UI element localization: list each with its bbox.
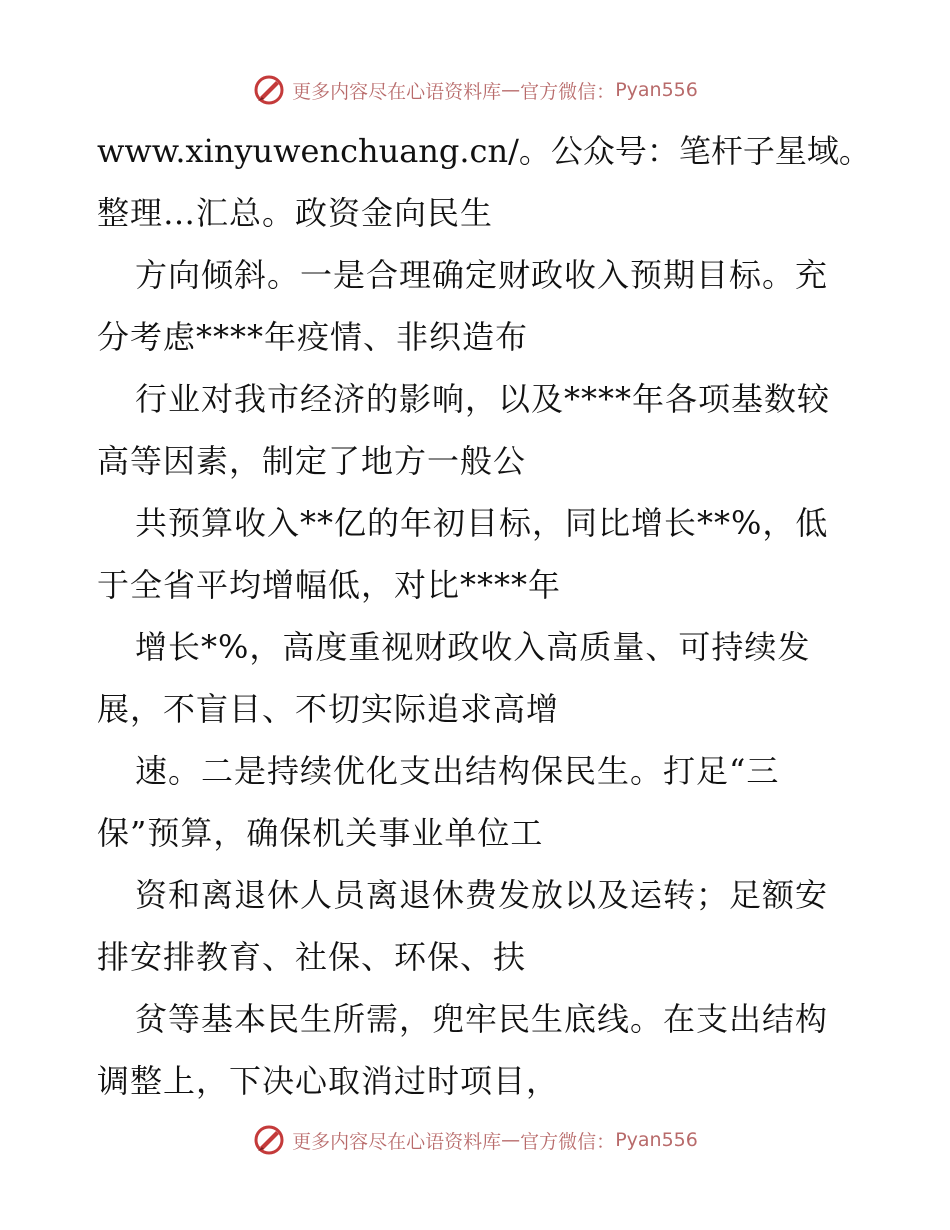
body-line: 于全省平均增幅低，对比****年	[97, 566, 562, 604]
watermark-text: 更多内容尽在心语资料库	[292, 1130, 502, 1153]
body-line: 贫等基本民生所需，兜牢民生底线。在支出结构	[135, 1000, 829, 1038]
watermark-wechat-account: Pyan556	[615, 1129, 698, 1151]
body-line: 资和离退休人员离退休费发放以及运转；足额安	[135, 876, 829, 914]
body-line: 排安排教育、社保、环保、扶	[97, 938, 527, 976]
header-watermark	[0, 70, 950, 110]
body-line: www.xinyuwenchuang.cn/。公众号：笔杆子星域。	[97, 132, 871, 170]
watermark-wechat-account: Pyan556	[615, 79, 698, 101]
watermark-separator: —	[501, 79, 521, 101]
body-line: 展，不盲目、不切实际追求高增	[97, 690, 560, 728]
body-line: 方向倾斜。一是合理确定财政收入预期目标。充	[135, 256, 829, 294]
watermark-text: 更多内容尽在心语资料库	[292, 80, 502, 103]
body-line: 分考虑****年疫情、非织造布	[97, 318, 529, 356]
body-line: 行业对我市经济的影响，以及****年各项基数较	[135, 380, 831, 418]
footer-watermark	[0, 1120, 950, 1160]
body-line: 增长*%，高度重视财政收入高质量、可持续发	[135, 628, 811, 666]
watermark-wechat-label: 官方微信：	[520, 1130, 616, 1153]
body-line: 整理…汇总。政资金向民生	[97, 194, 494, 232]
body-line: 速。二是持续优化支出结构保民生。打足“三	[135, 752, 780, 790]
body-line: 保”预算，确保机关事业单位工	[97, 814, 544, 852]
watermark-wechat-label: 官方微信：	[520, 80, 616, 103]
body-line: 共预算收入**亿的年初目标，同比增长**%，低	[135, 504, 829, 542]
red-brush-circle-logo-icon	[252, 73, 286, 107]
watermark-separator: —	[501, 1129, 521, 1151]
document-body	[97, 120, 871, 1112]
body-line: 调整上，下决心取消过时项目，	[97, 1062, 560, 1100]
body-line: 高等因素，制定了地方一般公	[97, 442, 527, 480]
red-brush-circle-logo-icon	[252, 1123, 286, 1157]
